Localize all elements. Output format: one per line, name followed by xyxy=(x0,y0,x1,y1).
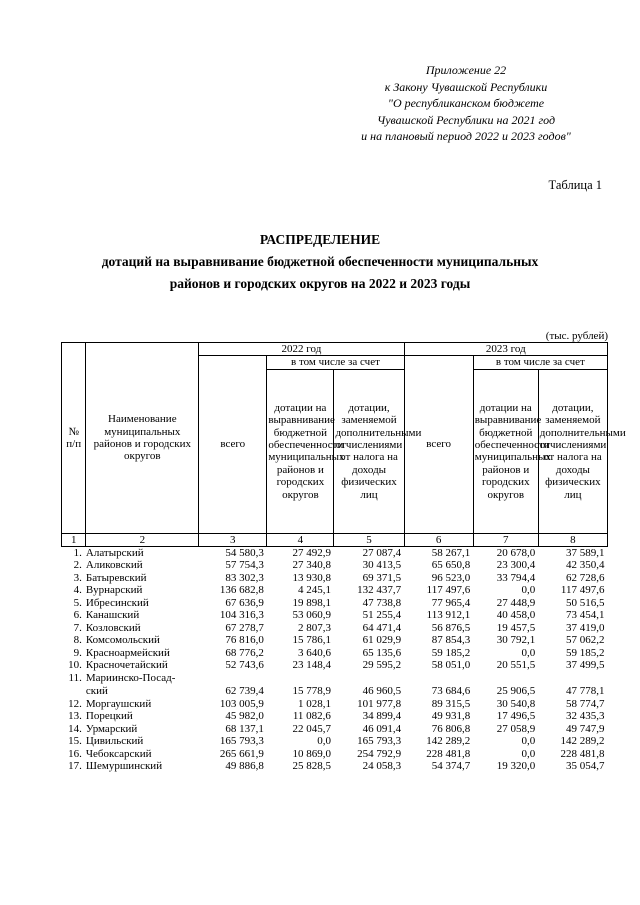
amount-cell: 27 448,9 xyxy=(496,596,536,609)
amount-cell: 73 454,1 xyxy=(566,609,605,622)
amount-cell: 96 523,0 xyxy=(431,571,471,584)
amount-cell: 10 869,0 xyxy=(292,747,331,760)
district-name: Моргаушский xyxy=(85,697,152,710)
table-row xyxy=(62,597,608,610)
amount-cell: 0,0 xyxy=(521,584,536,597)
row-number: 13. xyxy=(68,710,82,723)
row-number: 6. xyxy=(73,609,82,622)
amount-cell: 101 977,8 xyxy=(357,697,402,710)
amount-cell: 47 738,8 xyxy=(362,596,402,609)
header-year-2022: 2022 год xyxy=(199,343,404,356)
units-label: (тыс. рублей) xyxy=(545,330,608,342)
amount-cell: 37 419,0 xyxy=(566,621,605,634)
amount-cell: 52 743,6 xyxy=(225,659,264,672)
amount-cell: 37 499,5 xyxy=(566,659,605,672)
column-number: 2 xyxy=(86,533,199,546)
table-row xyxy=(62,723,608,736)
amount-cell: 0,0 xyxy=(317,735,331,748)
amount-cell: 58 051,0 xyxy=(431,659,471,672)
amount-cell: 228 481,8 xyxy=(560,747,605,760)
table-label: Таблица 1 xyxy=(548,178,602,192)
column-number: 8 xyxy=(538,533,607,546)
district-name: Алатырский xyxy=(85,546,144,559)
amount-cell: 20 678,0 xyxy=(496,546,536,559)
amount-cell: 62 728,6 xyxy=(566,571,605,584)
amount-cell: 228 481,8 xyxy=(426,747,471,760)
row-number: 10. xyxy=(68,659,82,672)
amount-cell: 30 413,5 xyxy=(362,559,402,572)
amount-cell: 11 082,6 xyxy=(292,710,331,723)
amount-cell: 59 185,2 xyxy=(566,646,605,659)
amount-cell: 32 435,3 xyxy=(566,710,605,723)
amount-cell: 47 778,1 xyxy=(566,685,605,698)
district-name: Ибресинский xyxy=(85,596,149,609)
table-row xyxy=(62,672,608,698)
amount-cell: 83 302,3 xyxy=(225,571,264,584)
amount-cell: 19 457,5 xyxy=(496,621,536,634)
title-line-1: РАСПРЕДЕЛЕНИЕ xyxy=(259,232,381,247)
amount-cell: 25 906,5 xyxy=(496,685,536,698)
amount-cell: 20 551,5 xyxy=(496,659,536,672)
amount-cell: 40 458,0 xyxy=(496,609,536,622)
appendix-line: Приложение 22 xyxy=(425,63,507,77)
table-row xyxy=(62,748,608,761)
amount-cell: 53 060,9 xyxy=(292,609,331,622)
amount-cell: 3 640,6 xyxy=(297,646,331,659)
amount-cell: 76 816,0 xyxy=(225,634,264,647)
amount-cell: 23 148,4 xyxy=(292,659,331,672)
appendix-line: Чувашской Республики на 2021 год xyxy=(376,112,556,127)
district-name: Цивильский xyxy=(85,735,144,748)
amount-cell: 54 580,3 xyxy=(225,546,264,559)
amount-cell: 142 289,2 xyxy=(560,735,605,748)
district-name: Порецкий xyxy=(85,710,133,723)
amount-cell: 37 589,1 xyxy=(566,546,605,559)
row-number: 7. xyxy=(73,621,82,634)
amount-cell: 68 137,1 xyxy=(225,722,264,735)
amount-cell: 15 778,9 xyxy=(292,685,331,698)
amount-cell: 0,0 xyxy=(521,646,536,659)
row-number: 2. xyxy=(73,559,82,572)
amount-cell: 1 028,1 xyxy=(297,697,331,710)
amount-cell: 89 315,5 xyxy=(431,697,471,710)
amount-cell: 51 255,4 xyxy=(362,609,402,622)
amount-cell: 62 739,4 xyxy=(225,685,264,698)
amount-cell: 113 912,1 xyxy=(426,609,471,622)
table-row xyxy=(62,609,608,622)
amount-cell: 13 930,8 xyxy=(292,571,331,584)
row-number: 4. xyxy=(73,584,82,597)
row-number: 1. xyxy=(73,546,82,559)
district-name: Батыревский xyxy=(85,571,147,584)
table-row xyxy=(62,659,608,672)
amount-cell: 49 886,8 xyxy=(225,760,264,773)
amount-cell: 49 747,9 xyxy=(566,722,605,735)
amount-cell: 57 062,2 xyxy=(566,634,605,647)
amount-cell: 76 806,8 xyxy=(431,722,471,735)
table-row xyxy=(62,546,608,559)
table-row xyxy=(62,559,608,572)
amount-cell: 165 793,3 xyxy=(219,735,264,748)
amount-cell: 65 135,6 xyxy=(362,646,402,659)
table-row xyxy=(62,572,608,585)
district-name: Красноармейский xyxy=(85,646,170,659)
subsidy-table xyxy=(61,342,626,773)
amount-cell: 142 289,2 xyxy=(426,735,471,748)
district-name: Козловский xyxy=(85,621,141,634)
header-including-2022: в том числе за счет xyxy=(267,356,404,369)
amount-cell: 0,0 xyxy=(521,735,536,748)
table-row xyxy=(62,698,608,711)
district-name: Комсомольский xyxy=(85,634,160,647)
amount-cell: 2 807,3 xyxy=(297,621,331,634)
appendix-line: "О республиканском бюджете xyxy=(387,96,545,110)
amount-cell: 19 320,0 xyxy=(496,760,536,773)
amount-cell: 73 684,6 xyxy=(431,685,471,698)
amount-cell: 67 636,9 xyxy=(225,596,264,609)
row-number: 17. xyxy=(68,760,82,773)
amount-cell: 117 497,6 xyxy=(426,584,471,597)
column-number: 5 xyxy=(334,533,404,546)
amount-cell: 64 471,4 xyxy=(362,621,402,634)
table-row xyxy=(62,647,608,660)
row-number: 9. xyxy=(73,646,82,659)
amount-cell: 35 054,7 xyxy=(566,760,605,773)
amount-cell: 165 793,3 xyxy=(357,735,402,748)
district-name: Вурнарский xyxy=(85,584,143,597)
table-row xyxy=(62,622,608,635)
header-number: № п/п xyxy=(62,343,86,534)
amount-cell: 65 650,8 xyxy=(431,559,471,572)
row-number: 15. xyxy=(68,735,82,748)
row-number: 3. xyxy=(73,571,82,584)
header-replaced-2022: дотации, заменяемой дополнительными отчислениями от налога на доходы физических лиц xyxy=(334,369,404,533)
amount-cell: 30 792,1 xyxy=(496,634,536,647)
district-name: Шемуршинский xyxy=(85,760,163,773)
district-name: Красночетайский xyxy=(85,659,168,672)
amount-cell: 57 754,3 xyxy=(225,559,264,572)
row-number: 5. xyxy=(73,596,82,609)
header-total-2023: всего xyxy=(404,356,473,533)
amount-cell: 34 899,4 xyxy=(362,710,402,723)
table-row xyxy=(62,760,608,773)
column-number: 1 xyxy=(62,533,86,546)
header-equalization-2022: дотации на выравнивание бюджетной обеспеченности муниципальных районов и городских округов xyxy=(267,369,334,533)
header-equalization-2023: дотации на выравнивание бюджетной обеспеченности муниципальных районов и городских округов xyxy=(473,369,538,533)
row-number: 12. xyxy=(68,697,82,710)
amount-cell: 17 496,5 xyxy=(496,710,536,723)
column-number: 6 xyxy=(404,533,473,546)
column-number-row xyxy=(62,533,608,546)
amount-cell: 136 682,8 xyxy=(219,584,264,597)
amount-cell: 56 876,5 xyxy=(431,621,471,634)
amount-cell: 22 045,7 xyxy=(292,722,331,735)
amount-cell: 30 540,8 xyxy=(496,697,536,710)
title-line-2: дотаций на выравнивание бюджетной обеспеченности муниципальных xyxy=(101,254,539,269)
amount-cell: 77 965,4 xyxy=(431,596,471,609)
amount-cell: 103 005,9 xyxy=(219,697,264,710)
row-number: 16. xyxy=(68,747,82,760)
amount-cell: 46 091,4 xyxy=(362,722,402,735)
title-line-3: районов и городских округов на 2022 и 2023 годы xyxy=(169,276,471,291)
amount-cell: 33 794,4 xyxy=(496,571,536,584)
column-number: 7 xyxy=(473,533,538,546)
table-row xyxy=(62,735,608,748)
amount-cell: 42 350,4 xyxy=(566,559,605,572)
amount-cell: 46 960,5 xyxy=(362,685,402,698)
amount-cell: 27 058,9 xyxy=(496,722,536,735)
amount-cell: 58 267,1 xyxy=(431,546,471,559)
amount-cell: 23 300,4 xyxy=(496,559,536,572)
district-name: Канашский xyxy=(85,609,140,622)
amount-cell: 132 437,7 xyxy=(357,584,402,597)
amount-cell: 54 374,7 xyxy=(431,760,471,773)
amount-cell: 4 245,1 xyxy=(297,584,331,597)
amount-cell: 25 828,5 xyxy=(292,760,331,773)
table-row xyxy=(62,584,608,597)
amount-cell: 117 497,6 xyxy=(560,584,605,597)
amount-cell: 58 774,7 xyxy=(566,697,605,710)
row-number: 11. xyxy=(68,671,82,684)
amount-cell: 50 516,5 xyxy=(566,596,605,609)
header-name: Наименование муниципальных районов и городских округов xyxy=(86,343,199,534)
column-number: 3 xyxy=(199,533,267,546)
amount-cell: 59 185,2 xyxy=(431,646,471,659)
table-row xyxy=(62,710,608,723)
amount-cell: 67 278,7 xyxy=(225,621,264,634)
row-number: 8. xyxy=(73,634,82,647)
amount-cell: 104 316,3 xyxy=(219,609,264,622)
header-including-2023: в том числе за счет xyxy=(473,356,607,369)
amount-cell: 68 776,2 xyxy=(225,646,264,659)
district-name: Аликовский xyxy=(85,559,143,572)
amount-cell: 254 792,9 xyxy=(357,747,402,760)
row-number: 14. xyxy=(68,722,82,735)
amount-cell: 15 786,1 xyxy=(292,634,331,647)
amount-cell: 24 058,3 xyxy=(362,760,402,773)
amount-cell: 27 492,9 xyxy=(292,546,331,559)
amount-cell: 69 371,5 xyxy=(362,571,402,584)
table-row xyxy=(62,634,608,647)
header-replaced-2023: дотации, заменяемой дополнительными отчислениями от налога на доходы физических лиц xyxy=(538,369,607,533)
amount-cell: 49 931,8 xyxy=(431,710,471,723)
appendix-line: и на плановый период 2022 и 2023 годов" xyxy=(361,129,571,143)
district-name: Мариинско-Посад-ский xyxy=(85,671,176,697)
appendix-line: к Закону Чувашской Республики xyxy=(384,79,548,94)
amount-cell: 61 029,9 xyxy=(362,634,402,647)
document-title xyxy=(0,229,640,295)
appendix-note xyxy=(330,62,602,145)
amount-cell: 0,0 xyxy=(521,747,536,760)
district-name: Чебоксарский xyxy=(85,747,152,760)
amount-cell: 19 898,1 xyxy=(292,596,331,609)
amount-cell: 27 087,4 xyxy=(362,546,402,559)
header-total-2022: всего xyxy=(199,356,267,533)
amount-cell: 45 982,0 xyxy=(225,710,264,723)
column-number: 4 xyxy=(267,533,334,546)
header-year-2023: 2023 год xyxy=(404,343,607,356)
amount-cell: 87 854,3 xyxy=(431,634,471,647)
amount-cell: 27 340,8 xyxy=(292,559,331,572)
district-name: Урмарский xyxy=(85,722,138,735)
amount-cell: 29 595,2 xyxy=(362,659,402,672)
amount-cell: 265 661,9 xyxy=(219,747,264,760)
